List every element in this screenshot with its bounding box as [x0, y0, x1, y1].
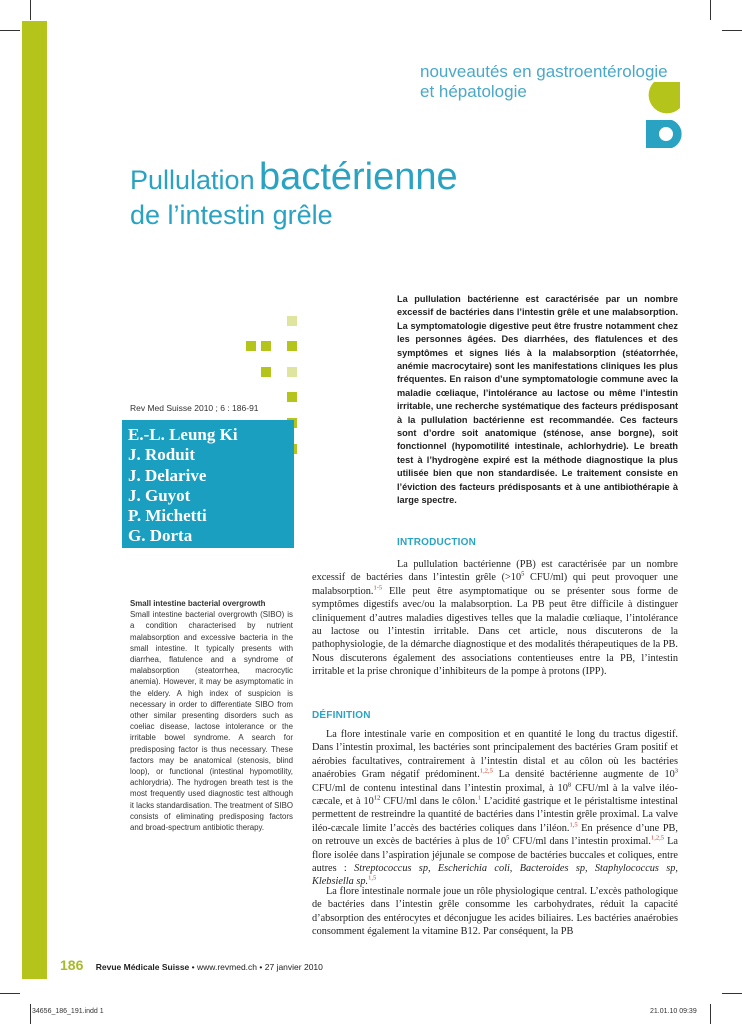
intro-text: CFU/ml) qui peut provoquer une malabsorption. — [312, 572, 678, 597]
crop-mark — [710, 1004, 711, 1024]
intro-text: La pullulation bactérienne (PB) est caractérisée par un nombre excessif de bactéries dans l’intestin grêle (>10 — [312, 559, 678, 584]
journal-website[interactable]: www.revmed.ch — [197, 962, 258, 972]
crop-mark — [722, 30, 742, 31]
intro-text: Elle peut être asymptomatique ou se présenter sous forme de symptômes digestifs avec/ou la malabsorption. La PB peut être difficile à distinguer cliniquement d’autres maladies digestives telles que la maladie cœliaque, l’intolérance au lactose ou l’intestin irritable. Dans cet article, nous discuterons de la pathophysiologie, de la démarche diagnostique et des modalités thérapeutiques de la PB. Nous discuterons également des associations contentieuses entre la PB, l’intestin irritable et la prise chronique d’inhibiteurs de la pompe à protons (IPP). — [312, 585, 678, 678]
square — [261, 367, 271, 377]
square — [287, 367, 297, 377]
author-name: E.-L. Leung Ki — [128, 425, 238, 444]
abstract-en-text: Small intestine bacterial overgrowth (SIBO) is a condition characterised by nutrient malabsorption and excessive bacteria in the small intestine. It typically presents with diarrhea, flatulence and a syndrome of malabsorption (steatorrhea, macrocytic anemia). However, it may be asymptomatic in the eldery. A high index of suspicion is necessary in order to differentiate SIBO from other similar presenting disorders such as coeliac disease, lactose intolerance or the irritable bowel syndrome. A search for predisposing factor is thus necessary. These factors may be anatomical (stenosis, blind loop), or functional (intestinal hypomotility, achlorydria). The hydrogen breath test is the most frequently used diagnostic test although it lacks standardisation. The treatment of SIBO consists of eliminating predisposing factors and broad-spectrum antibiotic therapy. — [130, 610, 294, 833]
definition-text: La flore isolée dans l’aspiration jéjunale se compose de bactéries buccales et coliques, entre autres : — [312, 836, 679, 875]
abstract-en-heading: Small intestine bacterial overgrowth — [130, 599, 266, 608]
crop-mark — [722, 993, 742, 994]
rubric-line-2: et hépatologie — [420, 82, 527, 101]
author-list — [128, 425, 238, 547]
footer-separator: • — [259, 962, 263, 972]
left-color-bar — [22, 21, 47, 979]
intro-heading: INTRODUCTION — [397, 537, 477, 548]
definition-text: L’acidité gastrique et le péristaltisme intestinal permettent de restreindre la quantité de bactéries dans l’intestin grêle proximal. La valve iléo-cæcale limite l’accès des bactéries coliques dans l’iléon. — [312, 796, 678, 834]
abstract-fr: La pullulation bactérienne est caractérisée par un nombre excessif de bactéries dans l’intestin grêle et une malabsorption. La symptomatologie digestive peut être frustre notamment chez les personnes âgées. Des diarrhées, des flatulences et des symptômes et signes liés à la malabsorption (stéatorrhée, anémie macrocytaire) sont les manifestations cliniques les plus fréquentes. En raison d’une symptomatologie commune avec la maladie cœliaque, l’intolérance au lactose ou même l’intestin irritable, une recherche systématique des facteurs prédisposant à la pullulation bactérienne est recommandée. Ces facteurs sont d’ordre soit anatomique (sténose, anse borgne), soit fonctionnel (hypomotilité intestinale, achlorhydrie). Le breath test à l’hydrogène expiré est la méthode diagnostique la plus utilisée bien que non standardisée. Le traitement consiste en l’éviction des facteurs prédisposants et à une antibiothérapie à large spectre. — [397, 294, 678, 506]
definition-paragraph-1 — [312, 728, 678, 889]
crop-mark — [30, 1004, 31, 1024]
reference-link[interactable]: 1,5 — [368, 875, 377, 883]
journal-name: Revue Médicale Suisse — [95, 962, 190, 972]
page-number: 186 — [60, 957, 84, 973]
definition-text: CFU/ml dans l’intestin proximal. — [509, 836, 651, 848]
author-name: G. Dorta — [128, 526, 193, 546]
intro-paragraph — [312, 558, 678, 679]
section-rubric — [420, 62, 668, 102]
print-slug-file: 34656_186_191.indd 1 — [32, 1008, 104, 1015]
reference-link[interactable]: 1 — [477, 794, 481, 802]
author-name: J. Delarive — [128, 465, 207, 485]
definition-text: CFU/ml de contenu intestinal dans l’intestin proximal, à 10 — [312, 782, 568, 794]
exponent: 5 — [506, 834, 510, 842]
definition-text: La densité bactérienne augmente de 10 — [492, 769, 675, 781]
author-name: J. Roduit — [128, 445, 196, 465]
issue-date: 27 janvier 2010 — [264, 962, 323, 972]
reference-link[interactable]: 1,2,5 — [479, 767, 493, 775]
footer-separator: • — [191, 962, 195, 972]
square — [261, 341, 271, 351]
author-name: P. Michetti — [128, 506, 207, 526]
definition-paragraph-2: La flore intestinale normale joue un rôle physiologique central. L’excès pathologique de bactéries dans l’intestin grêle consomme les carbohydrates, réduit la capacité d’absorption des entérocytes et déconjugue les acides biliaires. Les bactéries anaérobies consomment également la vitamine B12. Par conséquent, la PB — [312, 886, 678, 938]
print-slug-stamp: 21.01.10 09:39 — [650, 1008, 697, 1015]
abstract-en — [130, 598, 293, 833]
article-subtitle: de l’intestin grêle — [130, 200, 333, 230]
square — [246, 341, 256, 351]
reference-link[interactable]: 1,2,5 — [651, 834, 664, 842]
square — [287, 392, 297, 402]
crop-mark — [0, 993, 20, 994]
definition-text: CFU/ml dans le côlon. — [380, 796, 478, 808]
title-part-1: Pullulation — [130, 165, 255, 195]
page-footer — [60, 957, 323, 973]
exponent: 3 — [674, 767, 678, 775]
exponent: 8 — [567, 781, 572, 789]
definition-text: CFU/ml à la valve iléo-cæcale, et à 10 — [312, 782, 678, 808]
square — [287, 316, 297, 326]
article-title — [130, 156, 458, 199]
journal-citation: Rev Med Suisse 2010 ; 6 : 186-91 — [130, 403, 259, 413]
definition-text: En présence d’une PB, on retrouve un excès de bactéries à plus de 10 — [312, 822, 678, 848]
square — [287, 341, 297, 351]
reference-link[interactable]: 1,5 — [569, 821, 578, 829]
title-part-2: bactérienne — [259, 156, 458, 198]
species-list: Streptococcus sp, Escherichia coli, Bacteroides sp, Staphylococcus sp, Klebsiella sp. — [312, 863, 678, 888]
author-name: J. Guyot — [128, 485, 191, 505]
definition-text: La flore intestinale varie en composition et en quantité le long du tractus digestif. Dans l’intestin proximal, les bactéries sont principalement des bactéries Gram positif et aérobies facultatives, contrairement à l’intestin distal et au côlon où les bactéries anaérobies Gram négatif prédominent. — [312, 729, 678, 781]
definition-heading: DÉFINITION — [312, 710, 371, 721]
exponent: 5 — [521, 570, 525, 578]
exponent: 12 — [373, 794, 381, 802]
crop-mark — [30, 0, 31, 20]
rubric-logo-icon — [640, 80, 682, 150]
crop-mark — [710, 0, 711, 20]
reference-link[interactable]: 1-5 — [373, 584, 383, 592]
rubric-line-1: nouveautés en gastroentérologie — [420, 62, 668, 81]
crop-mark — [0, 30, 20, 31]
